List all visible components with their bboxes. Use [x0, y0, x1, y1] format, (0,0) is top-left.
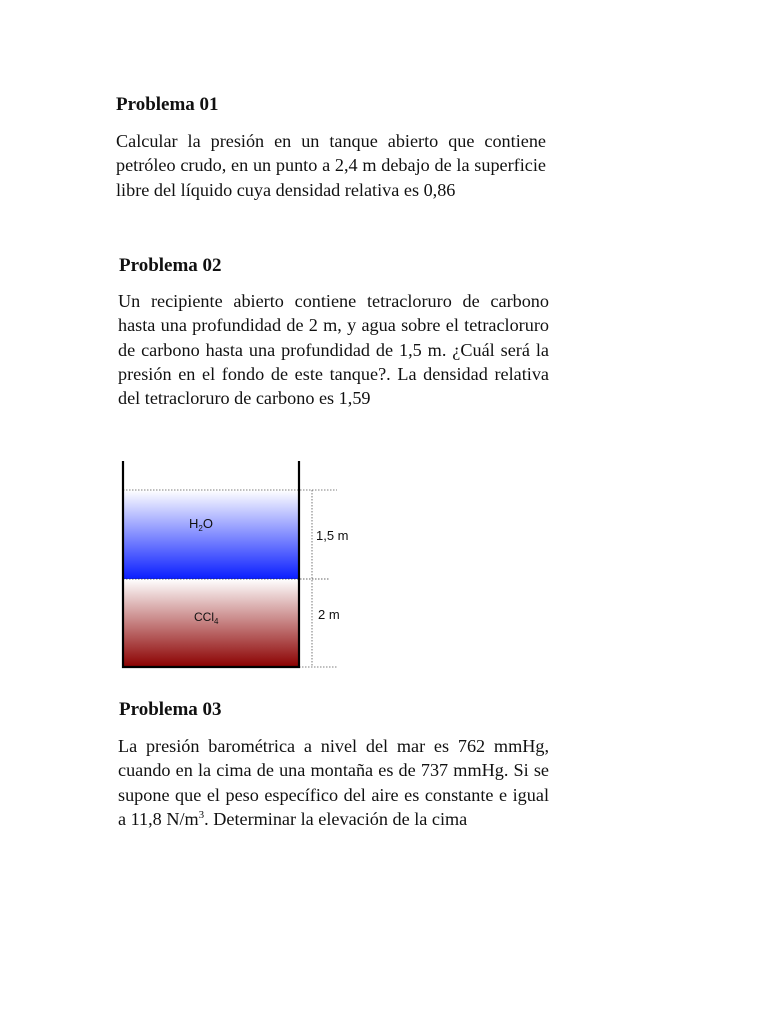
- problem-01-title: Problema 01: [116, 94, 219, 115]
- problem-02-text: Un recipiente abierto contiene tetracloruro de carbono hasta una profundidad de 2 m, y agua sobre el tetracloruro de carbono hasta una profundidad de 1,5 m. ¿Cuál será la presión en el fondo de este tanque?. La densidad relativa del tetracloruro de carbono es 1,59: [118, 291, 549, 409]
- water-layer: [123, 490, 299, 579]
- problem-02-title: Problema 02: [119, 255, 222, 276]
- problem-03-text: [118, 734, 549, 831]
- problem-03-title: Problema 03: [119, 699, 222, 720]
- problem-03-text-end: . Determinar la elevación de la cima: [204, 808, 468, 829]
- water-label: $H_2O$: [189, 516, 213, 533]
- ccl4-label: CCl$_4$: [194, 610, 219, 626]
- tank-diagram: [110, 456, 360, 676]
- problem-03-text-main: La presión barométrica a nivel del mar es 762 mmHg, cuando en la cima de una montaña es de 737 mmHg. Si se supone que el peso específico del aire es constante e igual a 11,8 N/m: [118, 736, 549, 829]
- unit-exponent: 3: [198, 808, 205, 821]
- problem-01-text: Calcular la presión en un tanque abierto que contiene petróleo crudo, en un punto a 2,4 m debajo de la superficie libre del líquido cuya densidad relativa es 0,86: [116, 131, 546, 200]
- ccl4-depth-label: 2 m: [318, 607, 340, 622]
- water-depth-label: 1,5 m: [316, 528, 349, 543]
